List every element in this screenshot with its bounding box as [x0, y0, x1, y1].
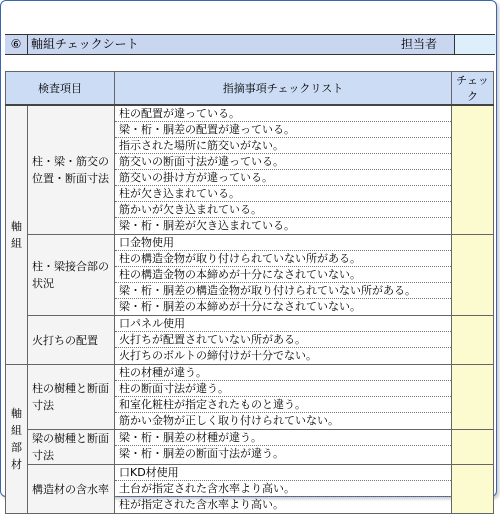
checklist-point: 柱が欠き込まれている。	[115, 186, 451, 202]
checklist-points	[115, 235, 452, 316]
column-item: 検査項目	[6, 72, 115, 106]
checklist-point: 柱の断面寸法が違う。	[115, 381, 451, 397]
checklist-point: 柱の配置が違っている。	[115, 106, 451, 122]
table-row	[6, 105, 494, 235]
checklist-points	[115, 105, 452, 235]
checklist-points	[115, 430, 452, 465]
checklist-point: 口KD材使用	[115, 465, 451, 481]
checklist-point: 指示された場所に筋交いがない。	[115, 138, 451, 154]
checklist-point: 柱の構造金物の本締めが十分になされていない。	[115, 267, 451, 283]
checklist-point: 梁・桁・胴差の配置が違っている。	[115, 122, 451, 138]
check-cell[interactable]	[452, 316, 494, 365]
sheet-header	[5, 34, 495, 55]
checklist-point: 梁・桁・胴差の材種が違う。	[115, 430, 451, 446]
inspection-item: 梁の樹種と断面寸法	[28, 430, 115, 465]
checklist-point: 筋かいが欠き込まれている。	[115, 202, 451, 218]
checklist-point: 和室化粧柱が指定されたものと違う。	[115, 397, 451, 413]
column-check: チェック	[452, 72, 494, 106]
manager-label: 担当者	[401, 37, 438, 51]
checklist-point: 筋交いの断面寸法が違っている。	[115, 154, 451, 170]
checklist-points	[115, 365, 452, 430]
checklist-point: 火打ちのボルトの締付けが十分でない。	[119, 349, 317, 362]
checklist-point: 筋かい金物が正しく取り付けられていない。	[119, 414, 339, 427]
checklist-table	[5, 71, 494, 514]
inspection-item: 火打ちの配置	[28, 316, 115, 365]
inspection-item: 構造材の含水率	[28, 465, 115, 514]
check-cell[interactable]	[452, 465, 494, 514]
checklist-point: 梁・桁・胴差が欠き込まれている。	[119, 219, 295, 232]
table-row	[6, 430, 494, 465]
table-row	[6, 365, 494, 430]
checklist-point: 口金物使用	[115, 235, 451, 251]
checklist-points	[115, 465, 452, 514]
checklist-point: 柱の材種が違う。	[115, 365, 451, 381]
header-row	[6, 72, 494, 106]
inspection-item: 柱・梁・筋交の位置・断面寸法	[28, 105, 115, 235]
category-label: 軸組	[11, 220, 22, 250]
sheet-number: ⑥	[5, 35, 28, 54]
checklist-point: 梁・桁・胴差の断面寸法が違う。	[119, 447, 284, 460]
table-row	[6, 235, 494, 316]
category-cell	[6, 365, 28, 514]
category-cell	[6, 105, 28, 365]
checklist-point: 火打ちが配置されていない所がある。	[115, 332, 451, 348]
checklist-points	[115, 316, 452, 365]
checklist-point: 梁・桁・胴差の本締めが十分になされていない。	[119, 300, 361, 313]
column-points: 指摘事項チェックリスト	[115, 72, 452, 106]
table-row	[6, 465, 494, 514]
checklist-point: 土台が指定された含水率より高い。	[115, 481, 451, 497]
check-cell[interactable]	[452, 430, 494, 465]
checklist-point: 筋交いの掛け方が違っている。	[115, 170, 451, 186]
check-cell[interactable]	[452, 105, 494, 235]
table-row	[6, 316, 494, 365]
checklist-point: 柱の構造金物が取り付けられていない所がある。	[115, 251, 451, 267]
category-label: 軸組部材	[11, 407, 22, 471]
check-cell[interactable]	[452, 365, 494, 430]
checklist-point: 口パネル使用	[115, 316, 451, 332]
manager-field[interactable]	[454, 35, 496, 54]
checklist-point: 柱が指定された含水率より高い。	[119, 498, 284, 511]
inspection-item: 柱・梁接合部の状況	[28, 235, 115, 316]
sheet-title: 軸組チェックシート	[31, 37, 139, 51]
checklist-point: 梁・桁・胴差の構造金物が取り付けられていない所がある。	[115, 283, 451, 299]
inspection-item: 柱の樹種と断面寸法	[28, 365, 115, 430]
check-cell[interactable]	[452, 235, 494, 316]
